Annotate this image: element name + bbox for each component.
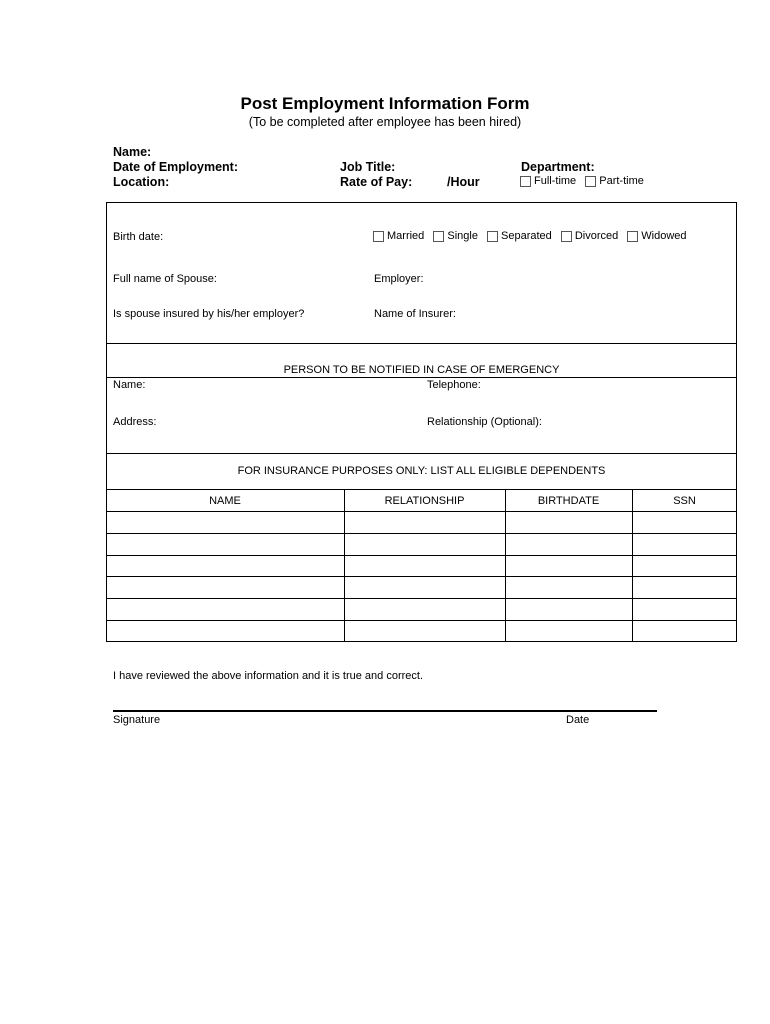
parttime-label: Part-time (599, 175, 644, 187)
single-checkbox[interactable] (433, 231, 444, 242)
spouse-name-label: Full name of Spouse: (113, 273, 217, 285)
married-option[interactable] (373, 230, 424, 242)
spouse-insured-label: Is spouse insured by his/her employer? (113, 308, 305, 320)
column-divider (344, 489, 345, 642)
dependents-heading: FOR INSURANCE PURPOSES ONLY: LIST ALL ELIGIBLE DEPENDENTS (237, 465, 606, 477)
employer-label: Employer: (374, 273, 424, 285)
widowed-checkbox[interactable] (627, 231, 638, 242)
column-header-birthdate: BIRTHDATE (537, 495, 600, 507)
fulltime-option[interactable] (520, 175, 576, 187)
separated-label: Separated (501, 230, 552, 242)
single-label: Single (447, 230, 478, 242)
widowed-label: Widowed (641, 230, 687, 242)
married-label: Married (387, 230, 425, 242)
date-label: Date (566, 714, 590, 726)
job-title-label: Job Title: (340, 160, 396, 174)
divider (106, 489, 737, 490)
location-label: Location: (113, 175, 170, 189)
table-row (106, 533, 737, 534)
signature-line[interactable] (113, 710, 657, 712)
parttime-option[interactable] (585, 175, 644, 187)
divorced-checkbox[interactable] (561, 231, 572, 242)
column-divider (505, 489, 506, 642)
divorced-option[interactable] (561, 230, 618, 242)
table-row (106, 555, 737, 556)
certification-statement: I have reviewed the above information and it is true and correct. (113, 670, 424, 682)
rate-of-pay-label: Rate of Pay: (340, 175, 413, 189)
emergency-telephone-label: Telephone: (427, 379, 481, 391)
fulltime-checkbox[interactable] (520, 176, 531, 187)
signature-label: Signature (113, 714, 161, 726)
column-header-name: NAME (209, 495, 241, 507)
table-row (106, 576, 737, 577)
table-row (106, 620, 737, 621)
form-title: Post Employment Information Form (240, 94, 530, 113)
per-hour-label: /Hour (447, 175, 480, 189)
date-of-employment-label: Date of Employment: (113, 160, 239, 174)
table-row (106, 511, 737, 512)
dependents-table (106, 453, 737, 642)
separated-option[interactable] (487, 230, 552, 242)
divider (106, 343, 737, 344)
insurer-label: Name of Insurer: (374, 308, 456, 320)
emergency-heading: PERSON TO BE NOTIFIED IN CASE OF EMERGENCY (283, 364, 560, 376)
parttime-checkbox[interactable] (585, 176, 596, 187)
single-option[interactable] (433, 230, 478, 242)
emergency-address-label: Address: (113, 416, 157, 428)
divorced-label: Divorced (574, 230, 619, 242)
emergency-name-label: Name: (113, 379, 146, 391)
form-subtitle: (To be completed after employee has been hired) (248, 115, 522, 129)
widowed-option[interactable] (627, 230, 686, 242)
fulltime-label: Full-time (534, 175, 577, 187)
married-checkbox[interactable] (373, 231, 384, 242)
divider (106, 377, 737, 378)
column-header-ssn: SSN (673, 495, 696, 507)
employment-type-group (520, 175, 650, 190)
department-label: Department: (521, 160, 595, 174)
emergency-relationship-label: Relationship (Optional): (427, 416, 542, 428)
name-label: Name: (113, 145, 152, 159)
column-divider (632, 489, 633, 642)
column-header-relationship: RELATIONSHIP (384, 495, 465, 507)
table-row (106, 598, 737, 599)
marital-status-group (373, 230, 693, 245)
separated-checkbox[interactable] (487, 231, 498, 242)
birth-date-label: Birth date: (113, 231, 164, 243)
